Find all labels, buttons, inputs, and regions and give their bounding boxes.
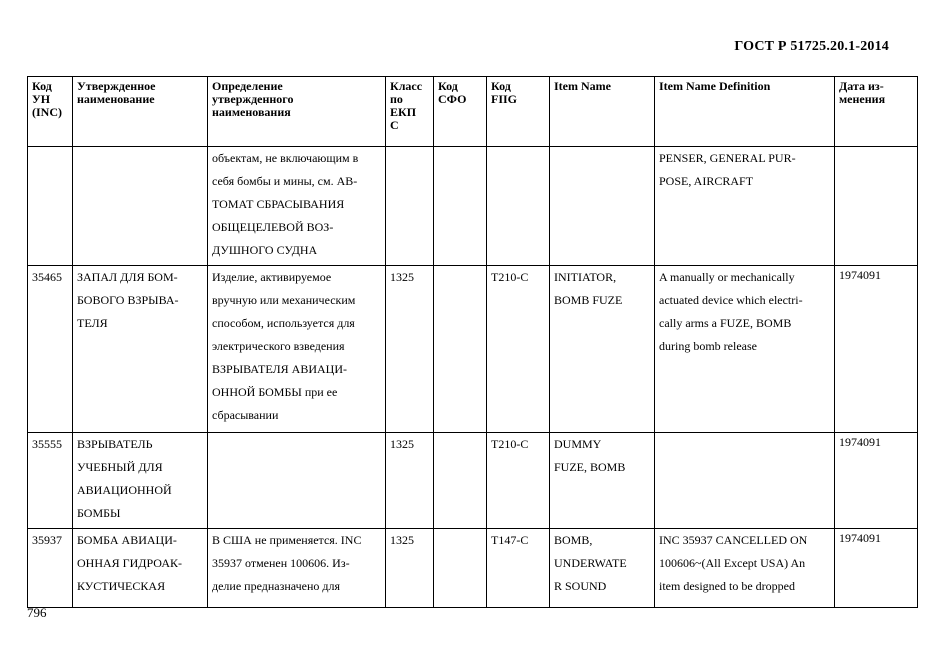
cell-text-line: R SOUND <box>554 579 607 593</box>
table-row <box>28 433 918 529</box>
cell-text-line: UNDERWATE <box>554 556 627 570</box>
cell-code <box>28 433 73 529</box>
header-line: по <box>390 92 403 106</box>
cell-fiig <box>487 433 550 529</box>
cell-text-line: 100606~(All Except USA) An <box>659 556 806 570</box>
cell-item-definition <box>655 529 835 608</box>
cell-text-line: INITIATOR, <box>554 270 617 284</box>
cell-fiig <box>487 529 550 608</box>
cell-text-line: cally arms a FUZE, BOMB <box>659 316 792 330</box>
cell-item-name <box>550 529 655 608</box>
cell-item-name <box>550 433 655 529</box>
header-line: FIIG <box>491 92 518 106</box>
cell-item-definition <box>655 147 835 266</box>
cell-text-line: T210-C <box>491 437 529 451</box>
header-line: утвержденного <box>212 92 294 106</box>
cell-text-line: БОМБЫ <box>77 506 121 520</box>
header-line: Класс <box>390 79 423 93</box>
header-fiig <box>487 77 550 147</box>
cell-item-name <box>550 147 655 266</box>
cell-definition <box>208 266 386 433</box>
cell-name <box>73 147 208 266</box>
table-header-row <box>28 77 918 147</box>
cell-class <box>386 266 434 433</box>
cell-text-line: В США не применяется. INC <box>212 533 362 547</box>
cell-name <box>73 266 208 433</box>
catalog-table <box>27 76 918 608</box>
cell-sfo <box>434 529 487 608</box>
header-line: (INC) <box>32 105 62 119</box>
cell-class <box>386 147 434 266</box>
header-item-name <box>550 77 655 147</box>
header-line: Item Name <box>554 79 611 93</box>
header-line: Дата из- <box>839 79 884 93</box>
cell-text-line: DUMMY <box>554 437 602 451</box>
cell-definition <box>208 433 386 529</box>
cell-date <box>835 529 918 608</box>
header-line: Определение <box>212 79 283 93</box>
header-line: ЕКП <box>390 105 417 119</box>
cell-text-line: T147-C <box>491 533 529 547</box>
cell-text-line: электрического взведения <box>212 339 345 353</box>
page-number: 796 <box>27 605 47 620</box>
header-line: Item Name Definition <box>659 79 771 93</box>
cell-text-line: ТОМАТ СБРАСЫВАНИЯ <box>212 197 345 211</box>
cell-text-line: Изделие, активируемое <box>212 270 332 284</box>
header-class <box>386 77 434 147</box>
cell-text-line: БОВОГО ВЗРЫВА- <box>77 293 179 307</box>
cell-text-line: ВЗРЫВАТЕЛЯ АВИАЦИ- <box>212 362 347 376</box>
table-row <box>28 147 918 266</box>
cell-item-name <box>550 266 655 433</box>
cell-class <box>386 529 434 608</box>
header-line: С <box>390 118 399 132</box>
cell-sfo <box>434 147 487 266</box>
cell-text-line: 1974091 <box>839 531 881 545</box>
cell-text-line: способом, используется для <box>212 316 355 330</box>
cell-text-line: FUZE, BOMB <box>554 460 626 474</box>
cell-text-line: 1974091 <box>839 435 881 449</box>
header-line: менения <box>839 92 886 106</box>
cell-text-line: PENSER, GENERAL PUR- <box>659 151 796 165</box>
cell-date <box>835 266 918 433</box>
cell-text-line: делие предназначено для <box>212 579 341 593</box>
cell-definition <box>208 147 386 266</box>
cell-text-line: ТЕЛЯ <box>77 316 108 330</box>
header-line: наименование <box>77 92 155 106</box>
cell-text-line: УЧЕБНЫЙ ДЛЯ <box>77 460 163 474</box>
cell-text-line: объектам, не включающим в <box>212 151 359 165</box>
cell-text-line: ДУШНОГО СУДНА <box>212 243 318 257</box>
header-date <box>835 77 918 147</box>
cell-text-line: POSE, AIRCRAFT <box>659 174 754 188</box>
cell-date <box>835 433 918 529</box>
header-line: Утвержденное <box>77 79 156 93</box>
cell-text-line: 35937 отменен 100606. Из- <box>212 556 350 570</box>
cell-date <box>835 147 918 266</box>
cell-text-line: ОННОЙ БОМБЫ при ее <box>212 385 338 399</box>
cell-text-line: BOMB, <box>554 533 593 547</box>
cell-text-line: сбрасывании <box>212 408 279 422</box>
cell-text-line: A manually or mechanically <box>659 270 795 284</box>
table-row <box>28 529 918 608</box>
cell-definition <box>208 529 386 608</box>
cell-text-line: вручную или механическим <box>212 293 356 307</box>
cell-text-line: БОМБА АВИАЦИ- <box>77 533 177 547</box>
cell-text-line: ЗАПАЛ ДЛЯ БОМ- <box>77 270 178 284</box>
cell-text-line: 35937 <box>32 533 62 547</box>
cell-text-line: ОБЩЕЦЕЛЕВОЙ ВОЗ- <box>212 220 334 234</box>
cell-text-line: BOMB FUZE <box>554 293 623 307</box>
cell-text-line: T210-C <box>491 270 529 284</box>
header-item-definition <box>655 77 835 147</box>
cell-text-line: 1325 <box>390 533 414 547</box>
cell-class <box>386 433 434 529</box>
cell-text-line: 35555 <box>32 437 62 451</box>
cell-text-line: INC 35937 CANCELLED ON <box>659 533 808 547</box>
cell-text-line: КУСТИЧЕСКАЯ <box>77 579 166 593</box>
header-code <box>28 77 73 147</box>
header-line: Код <box>491 79 511 93</box>
header-line: наименования <box>212 105 291 119</box>
cell-text-line: 1325 <box>390 270 414 284</box>
cell-name <box>73 529 208 608</box>
cell-text-line: 1974091 <box>839 268 881 282</box>
cell-sfo <box>434 433 487 529</box>
header-definition <box>208 77 386 147</box>
header-line: СФО <box>438 92 467 106</box>
cell-text-line: 35465 <box>32 270 62 284</box>
cell-fiig <box>487 266 550 433</box>
cell-text-line: actuated device which electri- <box>659 293 803 307</box>
cell-text-line: ВЗРЫВАТЕЛЬ <box>77 437 153 451</box>
cell-fiig <box>487 147 550 266</box>
cell-text-line: 1325 <box>390 437 414 451</box>
cell-code <box>28 147 73 266</box>
cell-item-definition <box>655 266 835 433</box>
cell-text-line: item designed to be dropped <box>659 579 795 593</box>
header-line: Код <box>438 79 458 93</box>
cell-code <box>28 529 73 608</box>
header-line: Код <box>32 79 52 93</box>
cell-text-line: during bomb release <box>659 339 757 353</box>
cell-code <box>28 266 73 433</box>
cell-item-definition <box>655 433 835 529</box>
header-line: УН <box>32 92 51 106</box>
table-row <box>28 266 918 433</box>
header-name <box>73 77 208 147</box>
document-standard-number: ГОСТ Р 51725.20.1-2014 <box>734 39 889 54</box>
header-sfo <box>434 77 487 147</box>
cell-text-line: ОННАЯ ГИДРОАК- <box>77 556 183 570</box>
cell-text-line: АВИАЦИОННОЙ <box>77 483 172 497</box>
cell-text-line: себя бомбы и мины, см. АВ- <box>212 174 358 188</box>
cell-sfo <box>434 266 487 433</box>
cell-name <box>73 433 208 529</box>
